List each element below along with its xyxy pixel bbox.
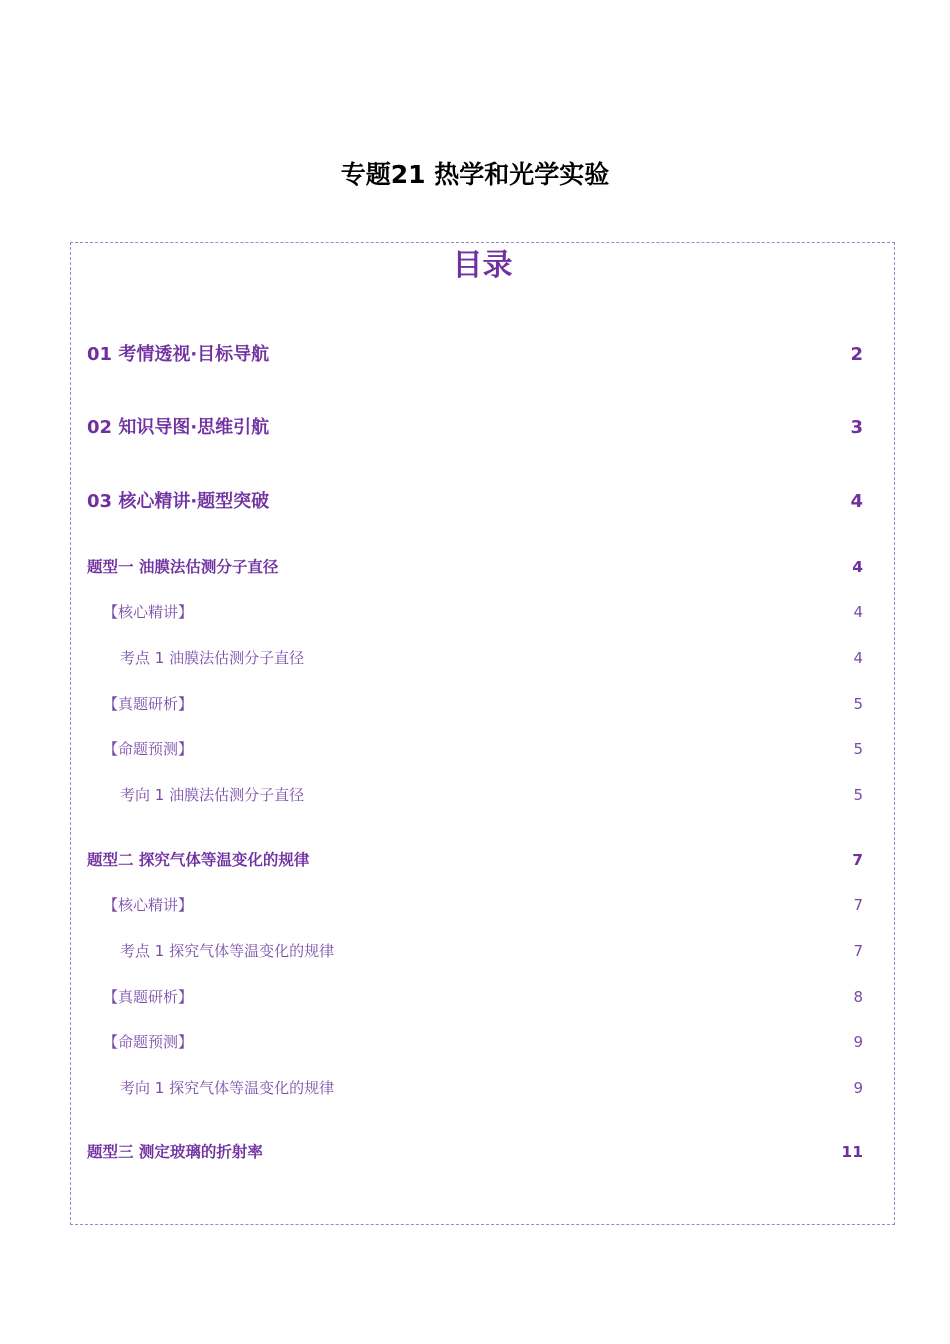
toc-entry-page: 4 <box>853 649 863 667</box>
toc-entry-label: 01 考情透视·目标导航 <box>87 344 270 365</box>
document-title: 专题21 热学和光学实验 <box>340 160 610 189</box>
toc-entry-page: 7 <box>853 896 863 914</box>
toc-entry-label: 【真题研析】 <box>103 695 194 713</box>
toc-entry[interactable] <box>120 1077 863 1099</box>
toc-entry-label: 【核心精讲】 <box>103 603 194 621</box>
toc-entry-label: 考点 1 油膜法估测分子直径 <box>120 649 305 667</box>
toc-entry[interactable] <box>103 601 863 623</box>
toc-entry-label: 考向 1 探究气体等温变化的规律 <box>120 1079 335 1097</box>
toc-entry[interactable] <box>87 849 863 871</box>
toc-entry-page: 8 <box>853 988 863 1006</box>
toc-heading: 目录 <box>452 248 513 283</box>
toc-entry[interactable] <box>103 894 863 916</box>
toc-entry-page: 4 <box>850 491 863 512</box>
toc-entry-page: 3 <box>850 417 863 438</box>
toc-entry-label: 题型三 测定玻璃的折射率 <box>87 1143 263 1161</box>
toc-entry[interactable] <box>103 738 863 760</box>
toc-entry[interactable] <box>103 693 863 715</box>
toc-entry-label: 考点 1 探究气体等温变化的规律 <box>120 942 335 960</box>
toc-entry-label: 题型一 油膜法估测分子直径 <box>87 558 279 576</box>
toc-entry-label: 【命题预测】 <box>103 740 194 758</box>
toc-entry[interactable] <box>87 415 863 441</box>
toc-entry-page: 7 <box>853 942 863 960</box>
toc-entry[interactable] <box>103 1031 863 1053</box>
toc-entry[interactable] <box>120 647 863 669</box>
toc-entry-page: 5 <box>853 786 863 804</box>
toc-entry-page: 9 <box>853 1033 863 1051</box>
toc-entry-label: 03 核心精讲·题型突破 <box>87 491 270 512</box>
toc-entry-page: 2 <box>850 344 863 365</box>
toc-entry-page: 7 <box>852 851 863 869</box>
toc-entry-page: 11 <box>841 1143 863 1161</box>
toc-entry[interactable] <box>87 1141 863 1163</box>
toc-entry-page: 5 <box>853 695 863 713</box>
toc-entry[interactable] <box>120 784 863 806</box>
toc-entry-label: 02 知识导图·思维引航 <box>87 417 270 438</box>
toc-entry-page: 4 <box>852 558 863 576</box>
toc-entry[interactable] <box>87 342 863 368</box>
toc-entry-label: 【命题预测】 <box>103 1033 194 1051</box>
toc-entry[interactable] <box>103 986 863 1008</box>
toc-entry-label: 题型二 探究气体等温变化的规律 <box>87 851 310 869</box>
toc-entry[interactable] <box>120 940 863 962</box>
toc-entry-label: 【核心精讲】 <box>103 896 194 914</box>
toc-entry[interactable] <box>87 556 863 578</box>
toc-entry-page: 9 <box>853 1079 863 1097</box>
toc-entry-page: 5 <box>853 740 863 758</box>
toc-entry-label: 【真题研析】 <box>103 988 194 1006</box>
toc-entry[interactable] <box>87 489 863 515</box>
toc-entry-label: 考向 1 油膜法估测分子直径 <box>120 786 305 804</box>
toc-entry-page: 4 <box>853 603 863 621</box>
